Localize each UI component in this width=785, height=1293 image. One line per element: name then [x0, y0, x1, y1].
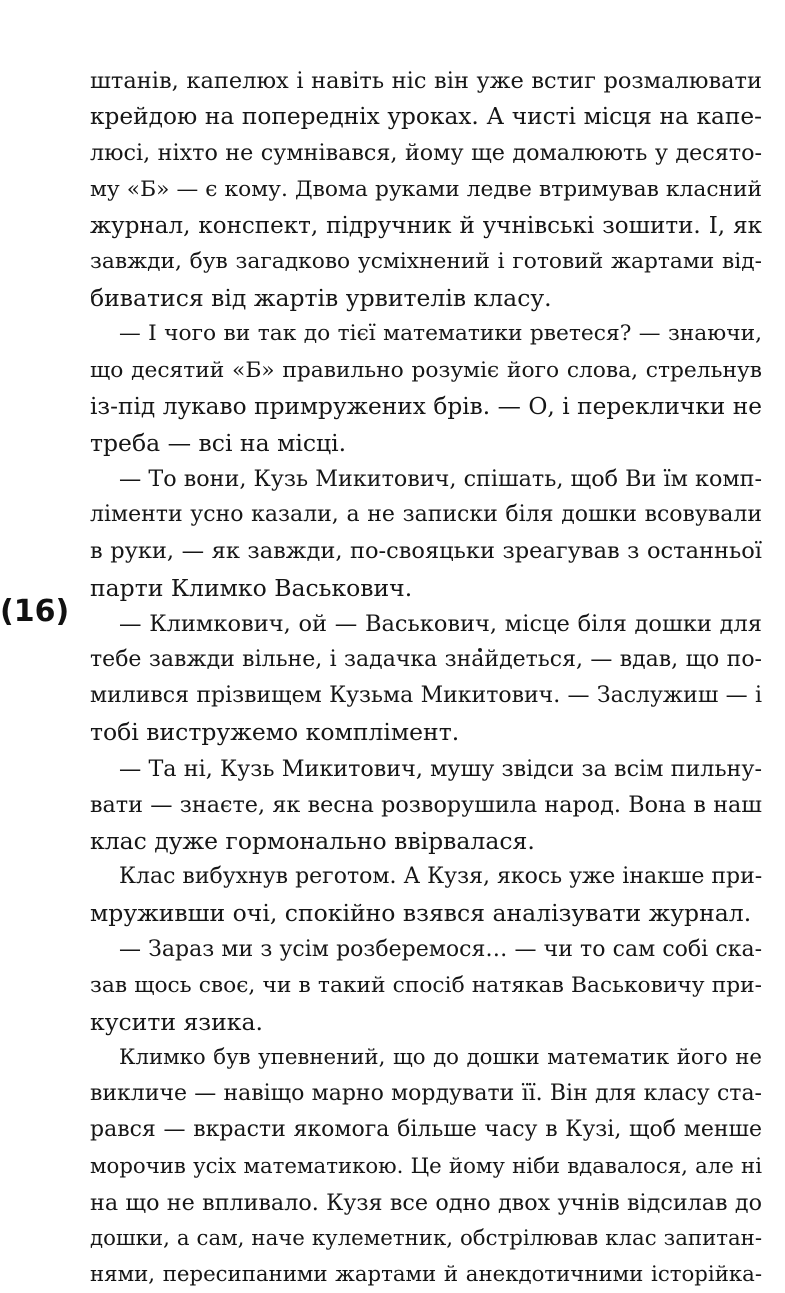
text-line: кусити язика.	[90, 1007, 263, 1036]
text-line: що десятий «Б» правильно розуміє його слова, стрельнув	[90, 357, 762, 383]
text-line: рався — вкрасти якомога більше часу в Кузі, щоб менше	[90, 1117, 762, 1143]
text-line: тобі вистружемо комплімент.	[90, 718, 460, 747]
body-text	[90, 63, 762, 1293]
text-line: журнал, конспект, підручник й учнівські зошити. І, як	[90, 212, 762, 239]
paragraph-first-line: — Та ні, Кузь Микитович, мушу звідси за всім пильну-	[119, 755, 762, 782]
text-line: штанів, капелюх і навіть ніс він уже встиг розмалювати	[90, 68, 762, 94]
page-number: (16)	[0, 594, 70, 629]
paragraph-first-line: — Климкович, ой — Васькович, місце біля дошки для	[119, 610, 762, 637]
paragraph-first-line: — То вони, Кузь Микитович, спішать, щоб Ви їм комп-	[119, 466, 762, 493]
text-line: завжди, був загадково усміхнений і готовий жартами від-	[90, 248, 762, 274]
text-line: морочив усіх математикою. Це йому ніби вдавалося, але ні	[90, 1153, 762, 1179]
text-line: нями, пересипаними жартами й анекдотичними історійка-	[90, 1262, 762, 1288]
text-line: дошки, а сам, наче кулеметник, обстрілював клас запитан-	[90, 1226, 762, 1251]
text-line: люсі, ніхто не сумнівався, йому ще домалюють у десято-	[90, 140, 762, 167]
paragraph-first-line: Климко був упевнений, що до дошки математик його не	[119, 1045, 762, 1071]
paragraph-first-line: Клас вибухнув реготом. А Кузя, якось уже інакше при-	[119, 864, 763, 890]
paragraph-first-line: — Зараз ми з усім розберемося… — чи то сам собі ска-	[119, 936, 762, 962]
paragraph-first-line: — І чого ви так до тієї математики рветеся? — знаючи,	[119, 321, 762, 347]
text-line: милився прізвищем Кузьма Микитович. — Заслужиш — і	[90, 683, 762, 709]
text-line: клас дуже гормонально ввірвалася.	[90, 826, 535, 855]
text-line: викличе — навіщо марно мордувати її. Він для класу ста-	[90, 1081, 762, 1107]
text-line: крейдою на попередніх уроках. А чисті місця на капе-	[90, 103, 762, 131]
text-line: биватися від жартів урвителів класу.	[90, 284, 552, 313]
text-line: тебе завжди вільне, і задачка знайдеться, — вдав, що по-	[90, 647, 762, 672]
text-line: зав щось своє, чи в такий спосіб натякав Васьковичу при-	[90, 972, 762, 998]
text-line: треба — всі на місці.	[90, 428, 347, 457]
text-line: на що не впливало. Кузя все одно двох учнів відсилав до	[90, 1189, 762, 1216]
text-line: в руки, — як завжди, по-свояцьки зреагував з останньої	[90, 538, 762, 565]
text-line: мруживши очі, спокійно взявся аналізувати журнал.	[90, 899, 752, 928]
text-line: му «Б» — є кому. Двома руками ледве втримував класний	[90, 176, 762, 202]
text-line: парти Климко Васькович.	[90, 573, 413, 602]
text-line: вати — знаєте, як весна розворушила народ. Вона в наш	[90, 791, 762, 818]
text-line: ліменти усно казали, а не записки біля дошки всовували	[90, 502, 762, 528]
text-line: із-під лукаво примружених брів. — О, і переклички не	[90, 392, 762, 420]
